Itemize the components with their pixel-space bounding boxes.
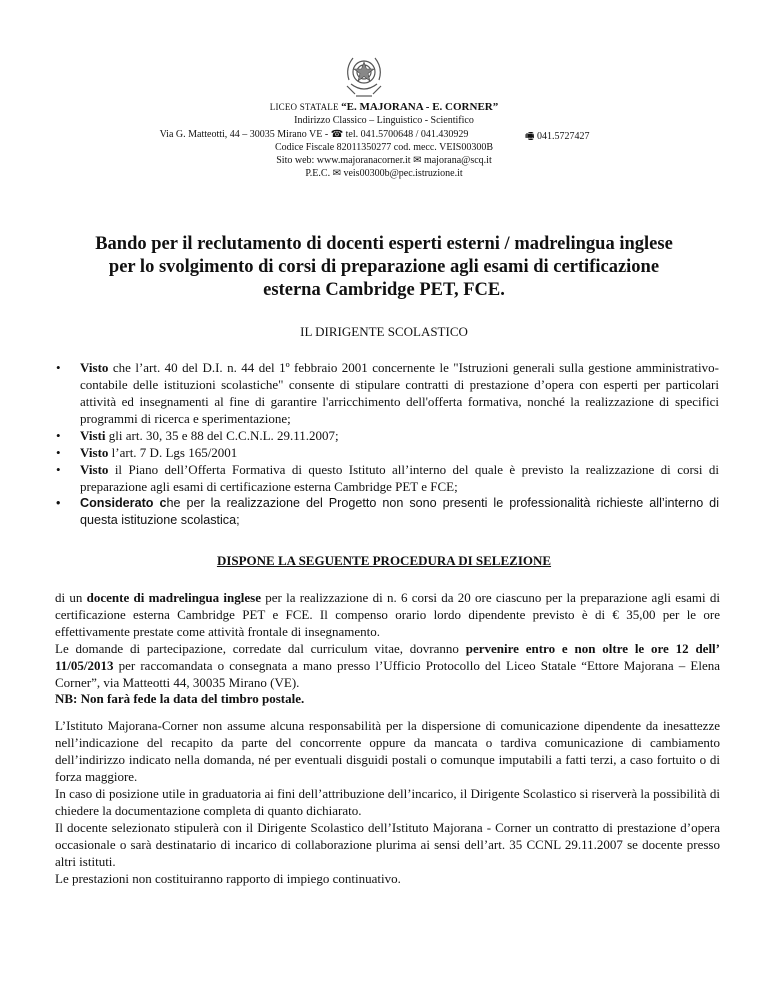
school-address: Indirizzo Classico – Linguistico - Scientifico (294, 115, 474, 127)
premise-lead: Visto (80, 360, 109, 375)
deadline-text (55, 640, 720, 691)
school-fiscal-code: Codice Fiscale 82011350277 cod. mecc. VEIS00300B (274, 141, 494, 153)
document-title (55, 233, 713, 302)
list-item (56, 444, 719, 461)
dispone-heading-text: DISPONE LA SEGUENTE PROCEDURA DI SELEZIONE (216, 553, 552, 568)
selection-paragraph (55, 589, 720, 691)
school-pec: P.E.C. ✉ veis00300b@pec.istruzione.it (305, 168, 463, 180)
premise-text: il Piano dell’Offerta Formativa di questo Istituto all’interno del quale è previsto la realizzazione di corsi di preparazione agli esami di certificazione esterna Cambridge PET e FCE; (80, 462, 719, 494)
school-web-email: Sito web: www.majoranacorner.it ✉ majorana@scq.it (276, 155, 492, 167)
selection-text (55, 589, 720, 640)
nb-note: NB: Non farà fede la data del timbro postale. (55, 691, 305, 706)
school-name: “E. MAJORANA - E. CORNER” (341, 101, 499, 113)
premise-lead: Visti (80, 428, 106, 443)
title-line: esterna Cambridge PET, FCE. (263, 280, 505, 300)
text-run-bold: pervenire entro e non oltre le ore 12 dell’ 11/05/2013 (55, 641, 720, 673)
premises-list (56, 359, 719, 529)
title-line: per lo svolgimento di corsi di preparazione agli esami di certificazione (108, 257, 660, 277)
text-run: Le domande di partecipazione, corredate dal curriculum vitae, dovranno (55, 641, 466, 656)
text-run: di un (55, 590, 87, 605)
dispone-heading (0, 553, 768, 569)
closing-paragraph: Il docente selezionato stipulerà con il Dirigente Scolastico dell’Istituto Majorana - Corner un contratto di prestazione d’opera occasionale o sarà destinatario di incarico di collaborazione plurima ai sensi dell’art. 35 CCNL 29.11.2007 se docente presso altri istituti. (55, 820, 720, 869)
closing-paragraph: L’Istituto Majorana-Corner non assume alcuna responsabilità per la dispersione di comunicazione dipendente da inesattezze nell’indicazione del recapito da parte del concorrente oppure da mancata o tardiva comunicazione di cambiamento dell’indirizzo indicato nella domanda, né per eventuali disguidi postali o comunque imputabili a fatti terzi, a caso fortuito o di forza maggiore. (55, 718, 720, 784)
school-fax: 🖷 041.5727427 (525, 131, 590, 142)
dirigente-heading: IL DIRIGENTE SCOLASTICO (300, 324, 468, 339)
republic-emblem-icon (341, 50, 387, 100)
premise-text: he per la realizzazione del Progetto non sono presenti le professionalità richieste all’interno di questa istituzione scolastica; (80, 496, 719, 527)
text-run-bold: docente di madrelingua inglese (86, 590, 261, 605)
premise-lead: Visto (80, 445, 109, 460)
premise-text: gli art. 30, 35 e 88 del C.C.N.L. 29.11.2007; (105, 428, 339, 443)
premise-text: l’art. 7 D. Lgs 165/2001 (108, 445, 238, 460)
closing-paragraph: Le prestazioni non costituiranno rapporto di impiego continuativo. (55, 871, 401, 886)
school-name-line (100, 101, 668, 114)
closing-paragraphs (55, 717, 720, 887)
closing-paragraph: In caso di posizione utile in graduatoria ai fini dell’attribuzione dell’incarico, il Dirigente Scolastico si riserverà la possibilità di chiedere la documentazione completa di quanto dichiarato. (55, 786, 720, 818)
premise-text: che l’art. 40 del D.I. n. 44 del 1º febbraio 2001 concernente le "Istruzioni generali sulla gestione amministrativo-contabile delle istituzioni scolastiche" consente di stipulare contratti di prestazione d’opera con esperti per particolari attività ed insegnamenti al fine di garantire l'arricchimento dell'offerta formativa, nonché la realizzazione di specifici programmi di ricerca e sperimentazione; (80, 360, 719, 426)
premise-lead: Visto (80, 462, 109, 477)
list-item (56, 427, 719, 444)
premise-lead: Considerato c (80, 496, 167, 510)
list-item (56, 495, 719, 529)
school-prefix: LICEO STATALE (269, 102, 339, 112)
list-item (56, 359, 719, 427)
school-contacts: Via G. Matteotti, 44 – 30035 Mirano VE - ☎ tel. 041.5700648 / 041.430929 (159, 128, 469, 140)
text-run: per la realizzazione di n. 6 corsi da 20 ore ciascuno per la preparazione agli esami di certificazione esterna Cambridge PET e FCE. Il compenso orario lordo dipendente previsto è di € 35,00 per le ore effettivamente prestate come attività frontale di insegnamento. (55, 590, 720, 639)
title-line: Bando per il reclutamento di docenti esperti esterni / madrelingua inglese (95, 234, 673, 254)
list-item (56, 461, 719, 495)
text-run: per raccomandata o consegnata a mano presso l’Ufficio Protocollo del Liceo Statale “Ettore Majorana – Elena Corner”, via Matteotti 44, 30035 Mirano (VE). (55, 658, 720, 690)
